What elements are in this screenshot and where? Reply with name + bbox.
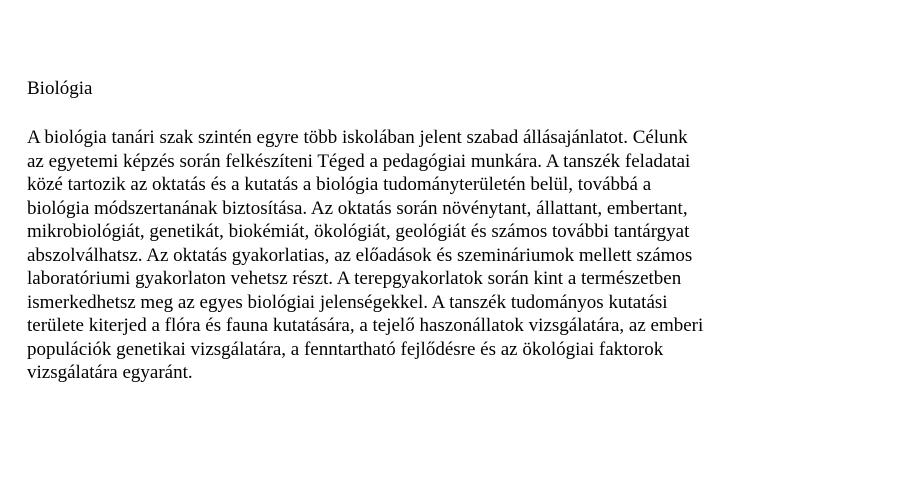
paragraph-line: abszolválhatsz. Az oktatás gyakorlatias, az előadások és szemináriumok mellett számos — [27, 244, 693, 266]
paragraph-line: laboratóriumi gyakorlaton vehetsz részt. A terepgyakorlatok során kint a természetben — [27, 268, 682, 289]
document-paragraph — [27, 126, 880, 385]
paragraph-line: az egyetemi képzés során felkészíteni Téged a pedagógiai munkára. A tanszék feladatai — [27, 150, 691, 172]
paragraph-line: A biológia tanári szak szintén egyre több iskolában jelent szabad állásajánlatot. Célunk — [27, 127, 688, 148]
paragraph-line: vizsgálatára egyaránt. — [27, 362, 193, 383]
paragraph-line: ismerkedhetsz meg az egyes biológiai jelenségekkel. A tanszék tudományos kutatási — [27, 291, 668, 313]
paragraph-line: közé tartozik az oktatás és a kutatás a biológia tudományterületén belül, továbbá a — [27, 174, 652, 195]
paragraph-line: biológia módszertanának biztosítása. Az oktatás során növénytant, állattant, embertant, — [27, 197, 688, 219]
paragraph-line: populációk genetikai vizsgálatára, a fenntartható fejlődésre és az ökológiai faktorok — [27, 338, 664, 360]
paragraph-line: mikrobiológiát, genetikát, biokémiát, ökológiát, geológiát és számos további tantárgyat — [27, 221, 690, 242]
document-title: Biológia — [27, 78, 93, 99]
paragraph-line: területe kiterjed a flóra és fauna kutatására, a tejelő haszonállatok vizsgálatára, az emberi — [27, 315, 704, 336]
